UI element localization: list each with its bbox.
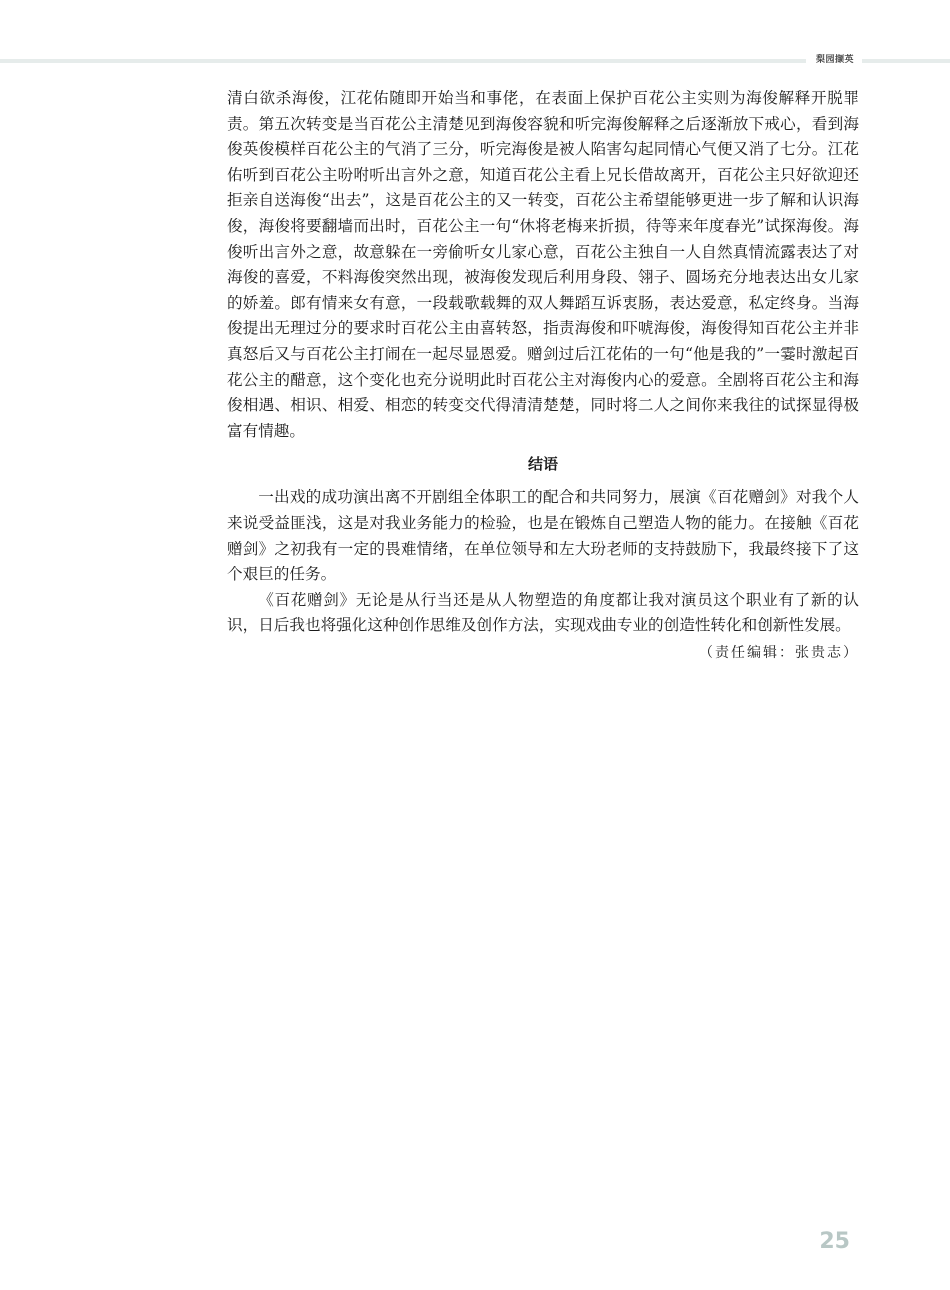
section-label: 梨园撷英 <box>815 55 854 65</box>
conclusion-heading: 结语 <box>527 455 558 474</box>
body-paragraph-1: 清白欲杀海俊，江花佑随即开始当和事佬，在表面上保护百花公主实则为海俊解释开脱罪责。第五次转变是当百花公主清楚见到海俊容貌和听完海俊解释之后逐渐放下戒心，看到海俊英俊模样百花公主的气消了三分，听完海俊是被人陷害勾起同情心气便又消了七分。江花佑听到百花公主吩咐听出言外之意，知道百花公主看上兄长借故离开，百花公主只好欲迎还拒亲自送海俊“出去”，这是百花公主的又一转变，百花公主希望能够更进一步了解和认识海俊，海俊将要翻墙而出时，百花公主一句“休将老梅来折损，待等来年度春光”试探海俊。海俊听出言外之意，故意躲在一旁偷听女儿家心意，百花公主独自一人自然真情流露表达了对海俊的喜爱，不料海俊突然出现，被海俊发现后利用身段、翎子、圆场充分地表达出女儿家的娇羞。郎有情来女有意，一段载歌载舞的双人舞蹈互诉衷肠，表达爱意，私定终身。当海俊提出无理过分的要求时百花公主由喜转怒，指责海俊和吓唬海俊，海俊得知百花公主并非真怒后又与百花公主打闹在一起尽显恩爱。赠剑过后江花佑的一句“他是我的”一霎时激起百花公主的醋意，这个变化也充分说明此时百花公主对海俊内心的爱意。全剧将百花公主和海俊相遇、相识、相爱、相恋的转变交代得清清楚楚，同时将二人之间你来我往的试探显得极富有情趣。 <box>227 89 859 440</box>
header-rule-right <box>862 59 950 63</box>
header-rule-left <box>0 59 806 63</box>
body-paragraph-2: 一出戏的成功演出离不开剧组全体职工的配合和共同努力，展演《百花赠剑》对我个人来说受益匪浅，这是对我业务能力的检验，也是在锻炼自己塑造人物的能力。在接触《百花赠剑》之初我有一定的畏难情绪，在单位领导和左大玢老师的支持鼓励下，我最终接下了这个艰巨的任务。 <box>227 488 859 584</box>
body-paragraph-3: 《百花赠剑》无论是从行当还是从人物塑造的角度都让我对演员这个职业有了新的认识，日后我也将强化这种创作思维及创作方法，实现戏曲专业的创造性转化和创新性发展。 <box>227 590 859 635</box>
editor-credit: （责任编辑：张贵志） <box>699 644 859 661</box>
page-number: 25 <box>819 1229 850 1254</box>
article-body <box>227 86 859 664</box>
